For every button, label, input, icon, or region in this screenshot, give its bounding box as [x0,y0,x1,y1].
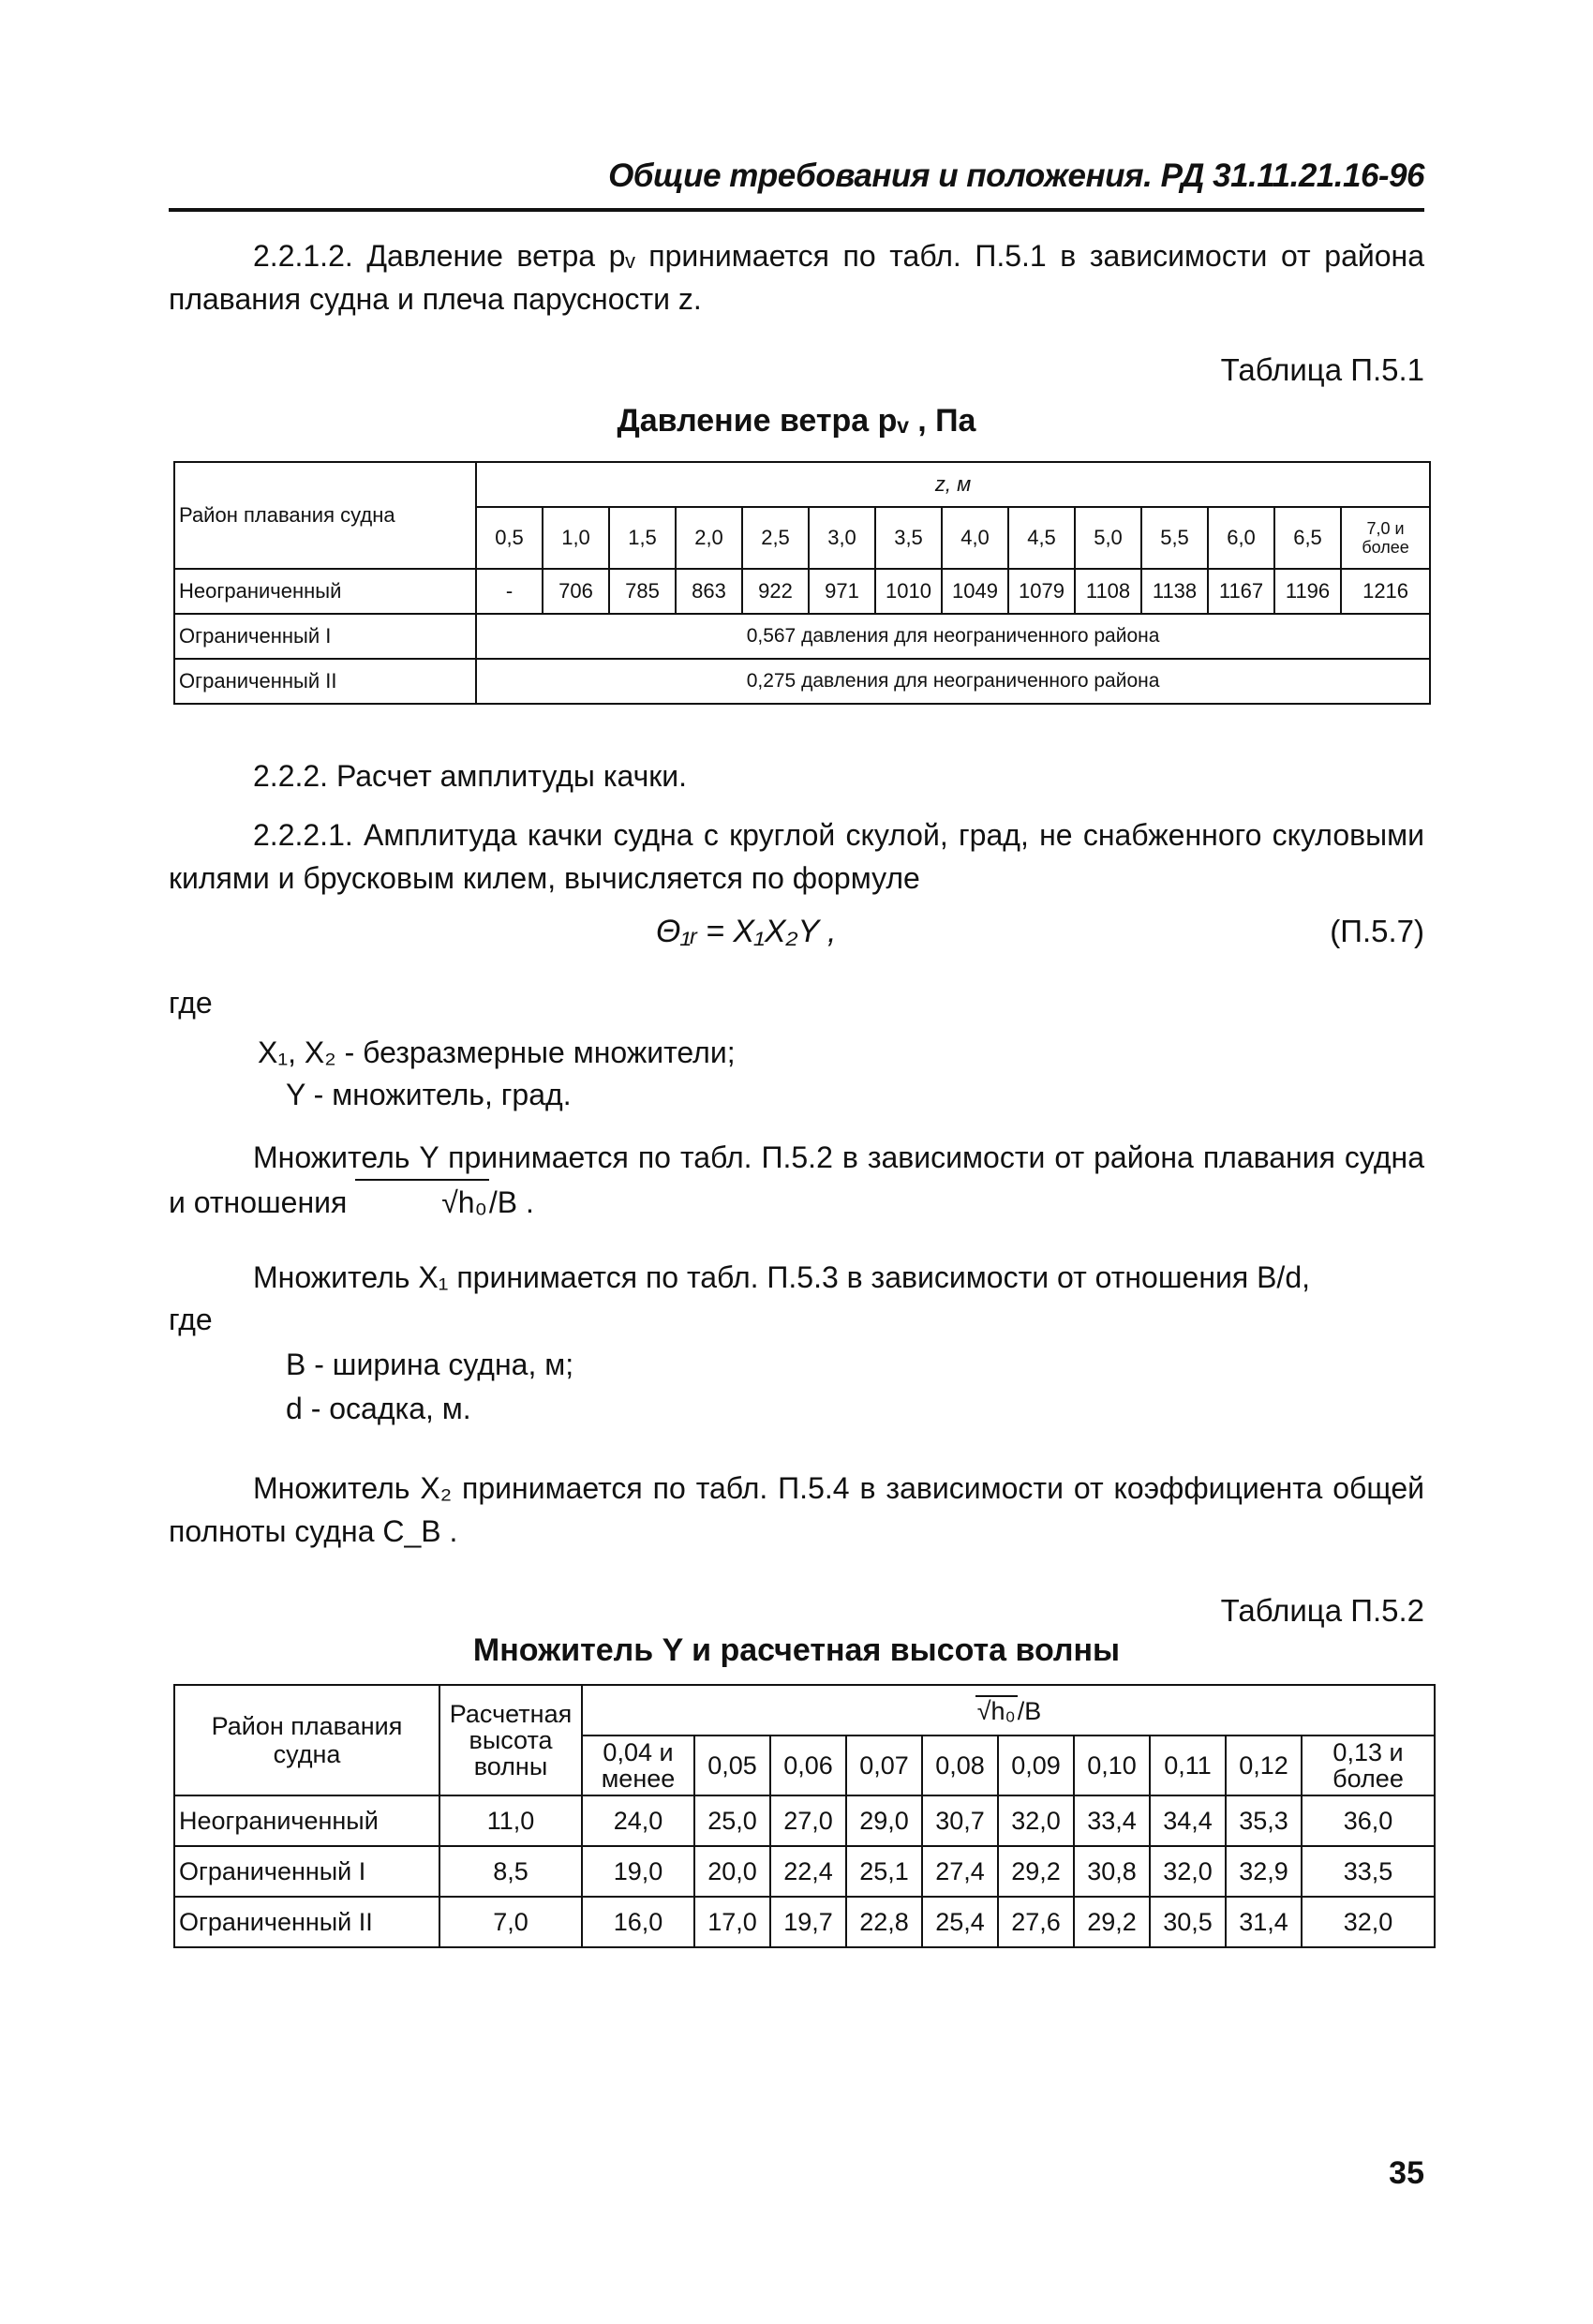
wind-pressure-table [173,461,1431,705]
ratio-over-b: /B [1017,1696,1042,1725]
table1-z-header-cell: 6,0 [1208,507,1274,569]
table2-value-cell: 30,7 [922,1795,998,1846]
table1-value-cell: 863 [676,569,742,614]
table1-note-cell: 0,275 давления для неограниченного района [476,659,1430,704]
equation-number: (П.5.7) [1330,914,1424,948]
where-label: где [169,1303,213,1336]
ratio-over-b: /B . [488,1185,534,1219]
table2-value-cell: 32,0 [1150,1846,1226,1897]
table2-value-cell: 32,0 [1302,1897,1435,1947]
table2-value-cell: 25,4 [922,1897,998,1947]
header-rule [169,208,1424,212]
formula-p-5-7: Θ₁ᵣ = X₁X₂Y , [656,914,837,949]
definition-y: Y - множитель, град. [286,1078,572,1111]
table2-value-cell: 36,0 [1302,1795,1435,1846]
table2-value-cell: 32,9 [1226,1846,1302,1897]
table2-value-cell: 25,0 [694,1795,770,1846]
table1-value-cell: 1079 [1008,569,1075,614]
table2-value-cell: 19,0 [582,1846,694,1897]
table2-value-cell: 33,5 [1302,1846,1435,1897]
table2-value-cell: 20,0 [694,1846,770,1897]
table2-ratio-header-cell: 0,04 и менее [582,1736,694,1795]
table1-caption: Таблица П.5.1 [1220,352,1424,387]
table1-z-header-cell: 1,5 [609,507,676,569]
table1-value-cell: 922 [742,569,809,614]
table1-value-cell: 1138 [1141,569,1208,614]
table2-header-ratio [582,1685,1435,1736]
table2-header-region: Район плавания судна [174,1685,439,1795]
table2-value-cell: 30,5 [1150,1897,1226,1947]
table1-z-header-cell: 5,0 [1075,507,1141,569]
table2-region-cell: Неограниченный [174,1795,439,1846]
sqrt-h0: √h₀ [976,1696,1016,1725]
table1-value-cell: 1049 [942,569,1008,614]
paragraph-2-2-2-1: 2.2.2.1. Амплитуда качки судна с круглой скулой, град, не снабженного скуловыми килями и брусковым килем, вычисляется по формуле [169,818,1424,895]
definition-d: d - осадка, м. [286,1392,471,1425]
table1-z-header-cell: 3,5 [875,507,942,569]
table1-value-cell: 1010 [875,569,942,614]
table2-ratio-header-cell: 0,12 [1226,1736,1302,1795]
table2-value-cell: 27,4 [922,1846,998,1897]
table2-value-cell: 35,3 [1226,1795,1302,1846]
multiplier-y-table [173,1684,1436,1948]
table1-z-header-cell: 2,5 [742,507,809,569]
table2-region-cell: Ограниченный II [174,1897,439,1947]
table1-region-cell: Неограниченный [174,569,476,614]
table2-ratio-header-cell: 0,05 [694,1736,770,1795]
table2-region-cell: Ограниченный I [174,1846,439,1897]
paragraph-multiplier-x1: Множитель X₁ принимается по табл. П.5.3 в зависимости от отношения B/d, [253,1260,1310,1294]
table2-value-cell: 29,0 [846,1795,922,1846]
table2-value-cell: 31,4 [1226,1897,1302,1947]
table2-value-cell: 29,2 [1074,1897,1150,1947]
running-header: Общие требования и положения. РД 31.11.21.16-96 [608,157,1424,194]
table1-z-header-cell: 4,5 [1008,507,1075,569]
table2-title: Множитель Y и расчетная высота волны [472,1632,1121,1668]
paragraph-2-2-2: 2.2.2. Расчет амплитуды качки. [253,759,688,793]
table1-value-cell: 785 [609,569,676,614]
table1-z-header-cell: 4,0 [942,507,1008,569]
table2-value-cell: 33,4 [1074,1795,1150,1846]
table1-z-header-cell: 7,0 и более [1341,507,1430,569]
table1-value-cell: - [476,569,543,614]
table2-ratio-header-cell: 0,11 [1150,1736,1226,1795]
table2-value-cell: 16,0 [582,1897,694,1947]
paragraph-multiplier-y-text: Множитель Y принимается по табл. П.5.2 в зависимости от района плавания судна и отношения [169,1140,1424,1219]
table1-value-cell: 1108 [1075,569,1141,614]
table2-ratio-header-cell: 0,08 [922,1736,998,1795]
page-number: 35 [1389,2155,1424,2191]
table1-header-region: Район плавания судна [174,462,476,569]
paragraph-multiplier-y [169,1136,1424,1224]
table2-value-cell: 22,8 [846,1897,922,1947]
table2-value-cell: 27,0 [770,1795,846,1846]
table2-value-cell: 27,6 [998,1897,1074,1947]
table2-value-cell: 17,0 [694,1897,770,1947]
table2-value-cell: 32,0 [998,1795,1074,1846]
table2-ratio-header-cell: 0,06 [770,1736,846,1795]
table1-value-cell: 971 [809,569,875,614]
table1-z-header-cell: 1,0 [543,507,609,569]
table1-value-cell: 1167 [1208,569,1274,614]
table2-wave-height-cell: 11,0 [439,1795,582,1846]
table2-ratio-header-cell: 0,13 и более [1302,1736,1435,1795]
table2-value-cell: 25,1 [846,1846,922,1897]
table1-region-cell: Ограниченный I [174,614,476,659]
table2-wave-height-cell: 7,0 [439,1897,582,1947]
table1-z-header-cell: 5,5 [1141,507,1208,569]
paragraph-2-2-1-2: 2.2.1.2. Давление ветра pᵥ принимается по табл. П.5.1 в зависимости от района плавания судна и плеча парусности z. [169,239,1424,316]
table1-z-header-cell: 6,5 [1274,507,1341,569]
table2-value-cell: 34,4 [1150,1795,1226,1846]
where-label: где [169,986,213,1020]
table2-ratio-header-cell: 0,09 [998,1736,1074,1795]
table1-value-cell: 1196 [1274,569,1341,614]
table2-caption: Таблица П.5.2 [1220,1593,1424,1628]
table2-ratio-header-cell: 0,07 [846,1736,922,1795]
table1-z-header-cell: 0,5 [476,507,543,569]
table2-value-cell: 30,8 [1074,1846,1150,1897]
table1-region-cell: Ограниченный II [174,659,476,704]
definition-x1-x2: X₁, X₂ - безразмерные множители; [258,1035,736,1069]
table1-value-cell: 1216 [1341,569,1430,614]
table2-header-wave-height: Расчетная высота волны [439,1685,582,1795]
table1-z-header-cell: 2,0 [676,507,742,569]
table1-value-cell: 706 [543,569,609,614]
table2-wave-height-cell: 8,5 [439,1846,582,1897]
table1-z-header-cell: 3,0 [809,507,875,569]
table2-value-cell: 22,4 [770,1846,846,1897]
table2-value-cell: 24,0 [582,1795,694,1846]
table1-header-z: z, м [476,462,1430,507]
table1-note-cell: 0,567 давления для неограниченного района [476,614,1430,659]
table2-value-cell: 19,7 [770,1897,846,1947]
paragraph-multiplier-x2: Множитель X₂ принимается по табл. П.5.4 в зависимости от коэффициента общей полноты судна C_B . [169,1471,1424,1548]
definition-b: B - ширина судна, м; [286,1348,574,1381]
table2-ratio-header-cell: 0,10 [1074,1736,1150,1795]
sqrt-h0: √h₀ [355,1179,489,1224]
table1-title: Давление ветра pᵥ , Па [617,403,976,439]
table2-value-cell: 29,2 [998,1846,1074,1897]
